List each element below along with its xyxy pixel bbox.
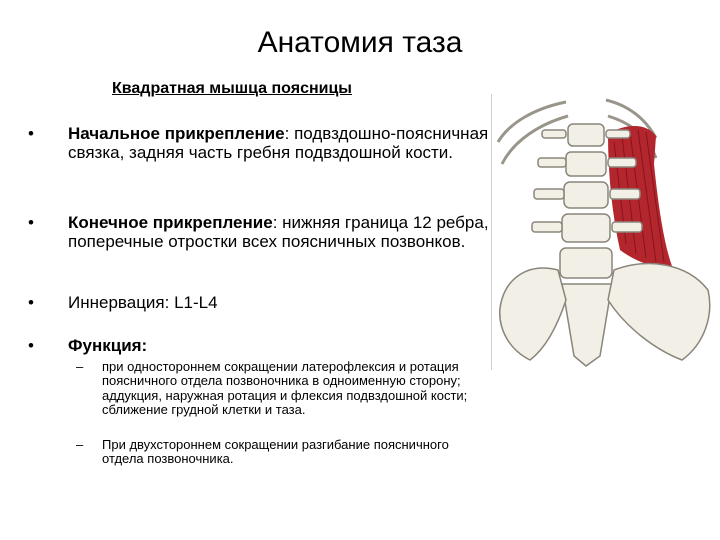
sub-bullet-bilateral-text: При двухстороннем сокращении разгибание поясничного отдела позвоночника. — [102, 437, 449, 467]
slide-subtitle: Квадратная мышца поясницы — [112, 80, 352, 97]
bullet-origin-label: Начальное прикрепление — [68, 124, 285, 143]
bullet-dot: • — [28, 336, 34, 355]
sub-bullet-unilateral-text: при одностороннем сокращении латерофлексия и ротация поясничного отдела позвоночника в одноименную сторону; аддукция, наружная ротация и флексия подвздошной кости; сближение грудной клетки и таза. — [102, 359, 468, 417]
bullet-innervation-body: Иннервация: L1-L4 — [68, 293, 218, 312]
bullet-insertion-label: Конечное прикрепление — [68, 213, 273, 232]
bullet-innervation-text — [68, 293, 498, 312]
image-divider — [491, 94, 492, 370]
bullet-dot: • — [28, 213, 34, 232]
sub-bullet-dash: – — [76, 359, 84, 374]
bullet-insertion-text — [68, 213, 498, 251]
bullet-dot: • — [28, 124, 34, 143]
bullet-origin-body: : подвздошно-поясничная связка, задняя часть гребня подвздошной кости. — [68, 124, 489, 162]
bullet-function-label: Функция: — [68, 336, 148, 355]
bullet-origin-text — [68, 124, 498, 162]
quadratus-lumborum-anatomy-illustration — [496, 94, 718, 370]
bullet-insertion-body: : нижняя граница 12 ребра, поперечные отростки всех поясничных позвонков. — [68, 213, 489, 251]
bullet-function-text — [68, 336, 498, 355]
sub-bullet-dash: – — [76, 437, 84, 452]
slide-title: Анатомия таза — [257, 26, 463, 59]
bullet-dot: • — [28, 293, 34, 312]
